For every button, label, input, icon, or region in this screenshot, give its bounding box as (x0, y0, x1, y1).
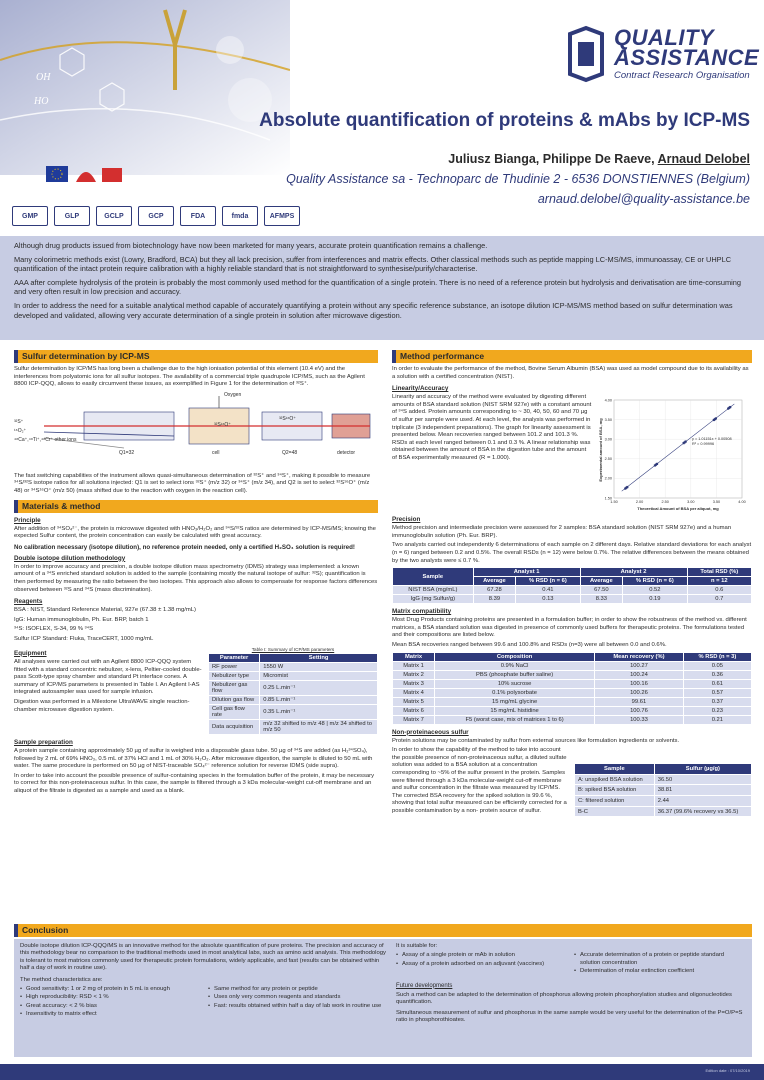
gcp-logo-icon: GCP (138, 206, 174, 226)
subheading-reagents: Reagents (14, 598, 43, 606)
table-cell: 0.61 (683, 679, 751, 688)
fmda-logo-icon: fmda (222, 206, 258, 226)
principle-text: After addition of ³⁴SO₄²⁻, the protein is microwave digested with HNO₃/H₂O₂ and ³⁴S/³²S ratios are determined by ICP-MS/MS; knowing the expected Sulfur content, the protein concentration can easily be calculated with great accuracy. (14, 525, 376, 540)
gclp-logo-icon: GCLP (96, 206, 132, 226)
matrix-text: Most Drug Products containing proteins are presented in a formulation buffer; in order to show the robustness of the method vs. different matrices, a BSA standard solution was digested in presence of commonly used buffers for therapeutic proteins. The formulations tested and their compositions are listed below. (392, 617, 747, 639)
table-cell: 100.26 (595, 688, 684, 697)
logo-mark-icon (562, 24, 612, 84)
poster-title: Absolute quantification of proteins & mAbs by ICP-MS (259, 110, 750, 131)
author-2: Philippe De Raeve, (542, 152, 655, 166)
table-cell: 2.44 (654, 796, 751, 807)
subheading-precision: Precision (392, 516, 421, 524)
table-row (575, 785, 752, 796)
so48-label: ³²S¹⁶O⁺ (279, 415, 296, 422)
nonprot-text: In order to show the capability of the method to take into account the possible presence of non-proteinaceous sulfur, a diluted sulfate solution was added to a BSA solution at a concentration corresponding to ~5% of the sulfur present in the protein. Samples were filtered through a 3 kDa molecular-weight cut-off membrane and sulfur concentration in the filtrate was measured by ICP/MS. The corrected BSA recovery for the spiked solution is 99.6 %, showing that total sulfur measured can be efficiently corrected for a possible contamination by a non- protein source of sulfur. (392, 747, 567, 814)
x-tick-label: 2.00 (635, 500, 644, 505)
table-cell: PBS (phosphate buffer saline) (435, 670, 595, 679)
author-1: Juliusz Bianga, (448, 152, 540, 166)
linearity-text: Linearity and accuracy of the method were evaluated by digesting different amounts of BSA standard solution (NIST SRM 927e) with a constant amount of ³⁴S added. Protein amounts corresponding to ~ 30, 40, 50, 60 and 70 µg of sulfur per sample were used. At each level, the analysis was performed in triplicate (3 independent preparations). The graph for linearity assessment is presented below. Mean recoveries ranged between 101.2 and 101.3 %. RSDs at each level ranged between 0.1 and 0.3 %. A linear relationship was obtained between the amount of BSA in the digestion tube and the amount of BSA experimentally measured (R = 1.000). (392, 394, 592, 461)
list-item: • High reproducibility: RSD < 1 % (20, 994, 202, 1001)
table-header: Parameter (209, 654, 260, 663)
plot-area (614, 400, 742, 498)
y-tick-label: 2.00 (604, 476, 612, 481)
table-row (393, 697, 752, 706)
glp-logo-icon: GLP (54, 206, 90, 226)
q1-label: Q1=32 (119, 449, 135, 456)
left-column (14, 350, 378, 798)
matrix-table: Matrix Composition Mean recovery (%) % RSD (n = 3) Matrix 1 0.9% NaCl 100.27 0.05 Matrix 2 PBS (phosphate buffer saline) 100.24 0.36 Matrix 3 10% sucrose 100.16 0.61 Matrix 4 0.1% polysorbate 100.26 0.57 Matrix 5 15 mg/mL glycine 99.61 0.37 Matrix 6 15 mg/mL histidine 100.76 0.23 Matrix 7 F5 (worst case, mix of matrices 1 to 6) 100.33 0.21 (392, 652, 752, 725)
gmp-logo-icon: GMP (12, 206, 48, 226)
affiliation: Quality Assistance sa - Technoparc de Thudinie 2 - 6536 DONSTIENNES (Belgium) (286, 172, 750, 186)
reagent-item: BSA : NIST, Standard Reference Material, 927e (67.38 ± 1.38 mg/mL) (14, 607, 197, 614)
contact-email: arnaud.delobel@quality-assistance.be (537, 192, 750, 206)
table-cell: Matrix 3 (393, 679, 435, 688)
poster-header (0, 0, 764, 234)
linearity-chart (596, 394, 746, 512)
principle-highlight: No calibration necessary (isotope dilution), no reference protein needed, only a certified H₂SO₄ solution is required! (14, 543, 355, 551)
svg-text:OH: OH (36, 72, 51, 83)
table-cell: 38.81 (654, 785, 751, 796)
detector-label: detector (337, 449, 356, 456)
subheading-future: Future developments (396, 982, 453, 989)
characteristics-head: The method characteristics are: (20, 976, 103, 983)
table-row (575, 774, 752, 785)
nonprot-text: Protein solutions may be contaminated by sulfur from external sources like formulation ingredients or solvents. (392, 737, 680, 744)
svg-text:HO: HO (34, 96, 49, 107)
so-ion-label: ³²S¹⁶O⁺ (214, 421, 231, 428)
table-row: Dilution gas flow 0.85 L.min⁻¹ (209, 696, 378, 705)
ion-label: ¹⁶O₂⁺ (14, 427, 27, 434)
list-item: • Fast: results obtained within half a day of lab work in routine use (208, 1003, 390, 1010)
table-cell: B-C (575, 806, 655, 817)
table-row (393, 706, 752, 715)
prep-text: A protein sample containing approximately 50 µg of sulfur is weighed into a disposable glass tube. 50 µg of ³⁴S are added (as H₂³⁴SO₄), followed by 2 mL of 69% HNO₃, 0.5 mL of 37% HCl and 1 mL of 30% H₂O₂. After microwave digestion, the sample is diluted to 50 mL with water. The same procedure is performed on 50 µg of NIST-traceable SO₄²⁻ reference solution for reverse IDMS (side supra). (14, 748, 373, 770)
conclusion-text: Double isotope dilution ICP-QQQ/MS is an innovative method for the absolute quantification of pure proteins. The precision and accuracy of this methodology bear no comparison to the traditional methods used in most analytical labs, such as amino acid analysis. This methodology is tolerant to most matrices commonly used for therapeutic protein formulations, widely applicable, and fast (results can be obtained within half a day of work in routine use). (20, 943, 386, 972)
y-tick-label: 4.00 (604, 398, 612, 403)
x-tick-label: 1.50 (610, 500, 618, 505)
table-row: Nebulizer gas flow 0.25 L.min⁻¹ (209, 681, 378, 696)
intro-paragraph: AAA after complete hydrolysis of the protein is probably the most commonly used method for the quantification of a single protein. There is no need of a reference protein but hydrolysis and derivatisation are time-consuming and very often result in low precision and accuracy. (14, 277, 742, 297)
section-header-sulfur: Sulfur determination by ICP-MS (14, 350, 378, 363)
cell-label: cell (212, 449, 220, 456)
reagent-item: ³⁴S: ISOFLEX, S-34, 99 % ³⁴S (14, 626, 94, 633)
table-cell: 99.61 (595, 697, 684, 706)
future-text: Such a method can be adapted to the determination of phosphorus allowing protein phosphorylation studies and oligonucleotides quantification. (396, 992, 732, 1006)
x-tick-label: 2.50 (661, 500, 669, 505)
company-logo (562, 24, 762, 94)
subheading-nonprot: Non-proteinaceous sulfur (392, 728, 469, 736)
table-cell: C: filtered solution (575, 796, 655, 807)
subheading-equipment: Equipment (14, 649, 47, 657)
section-header-materials: Materials & method (14, 500, 378, 513)
list-item: • Uses only very common reagents and standards (208, 994, 390, 1001)
table-cell: 0.1% polysorbate (435, 688, 595, 697)
table-cell: Matrix 6 (393, 706, 435, 715)
y-axis-label: Experimental amount of BSA, mg (598, 418, 603, 482)
table-cell: Matrix 2 (393, 670, 435, 679)
x-axis-label: Theoretical Amount of BSA per aliquot, mg (637, 506, 719, 512)
prep-text: In order to take into account the possible presence of sulfur-containing species in the formulation buffer of the protein, it may be necessary to correct for this non-proteinaceous sulfur. In this case, the sample is filtered through a 3 kDa molecular-weight cut-off membrane and an aliquot of the filtrate is digested as a sample and used as a blank. (14, 772, 375, 795)
x-tick-label: 4.00 (738, 500, 746, 505)
table-cell: 0.05 (683, 661, 751, 670)
matrix-text: Mean BSA recoveries ranged between 99.6 and 100.8% and RSDs (n=3) were all between 0.0 and 0.6%. (392, 641, 667, 648)
table-caption: Table I: Summary of ICP/MS parameters (251, 646, 335, 652)
future-text: Simultaneous measurement of sulfur and phosphorus in the same sample would be very useful for the determination of the P=O/P=S ratio in phosphorothioates. (396, 1009, 743, 1024)
table-cell: 100.24 (595, 670, 684, 679)
characteristics-list (20, 986, 202, 1020)
intro-paragraph: In order to address the need for a suitable analytical method capable of accurately quantifying a protein without any specific reference substance, an isotope dilution ICP-MS/MS method based on sulfur determination was developed and validated, allowing very accurate determination of a single protein in solution after microwave digestion. (14, 300, 733, 320)
subheading-principle: Principle (14, 516, 41, 524)
y-tick-label: 3.00 (604, 437, 612, 442)
table-cell: 100.16 (595, 679, 684, 688)
table-row: Data acquisition m/z 32 shifted to m/z 48 | m/z 34 shifted to m/z 50 (209, 720, 378, 735)
list-item: • Good sensitivity: 1 or 2 mg of protein in 5 mL is enough (20, 986, 202, 993)
suitable-list (396, 952, 568, 976)
table-cell: Matrix 7 (393, 715, 435, 724)
equipment-text: Digestion was performed in a Milestone UltraWAVE single reaction-chamber microwave digestion system. (14, 699, 190, 713)
table-cell: 100.76 (595, 706, 684, 715)
x-tick-label: 3.50 (712, 500, 721, 505)
table-row (393, 679, 752, 688)
table-row (393, 715, 752, 724)
suitable-head: It is suitable for: (396, 943, 438, 949)
section-header-conclusion: Conclusion (14, 924, 752, 937)
nonprot-table: Sample Sulfur (µg/g) A: unspiked BSA solution 36.50 B: spiked BSA solution 38.81 C: filtered solution 2.44 B-C 36.37 (99.6% recovery vs 36.5) (574, 763, 752, 817)
table-cell: 0.21 (683, 715, 751, 724)
list-item: • Assay of a protein adsorbed on an adjuvant (vaccines) (396, 961, 568, 968)
introduction-band (0, 236, 764, 340)
icp-parameters-table (208, 653, 378, 735)
icp-qqq-diagram (14, 392, 378, 470)
precision-table: Sample Analyst 1 Analyst 2 Total RSD (%) Average % RSD (n = 6) Average % RSD (n = 6) n = 12 NIST BSA (mg/mL) 67.28 0.41 67.50 0.52 0.6 IgG (mg Sulfur/g) 8.39 0.13 8.33 0.19 0.7 (392, 567, 752, 604)
y-tick-label: 1.50 (604, 496, 612, 501)
list-item: • Same method for any protein or peptide (208, 986, 390, 993)
logo-subtitle: Contract Research Organisation (614, 70, 750, 81)
table-cell: 36.37 (99.6% recovery vs 36.5) (654, 806, 751, 817)
suitable-list (574, 952, 746, 976)
author-3: Arnaud Delobel (657, 152, 750, 166)
logo-name: QUALITY ASSISTANCE (614, 25, 760, 70)
sulfur-paragraph: Sulfur determination by ICP/MS has long been a challenge due to the high ionisation potential of this element (10.4 eV) and the interferences from polyatomic ions for all sulfur isotopes. The availability of a commercial triple quadrupole ICP/MS, such as the Agilent 8800 ICP-QQQ, allows to easily circumvent these issues, as exemplified in Figure 1 for the determination of ³²S⁺. (14, 366, 365, 388)
precision-text: Method precision and intermediate precision were assessed for 2 samples: BSA standard solution (NIST SRM 927e) and a human immunoglobulin solution (Ph. Eur. BRP). (392, 525, 732, 539)
intro-paragraph: Many colorimetric methods exist (Lowry, Bradford, BCA) but they all lack precision, suffer from interferences and matrix effects. Other classical methods such as peptide mapping LC-MS/MS, immunoassay, CE or UHPLC quantification of the intact protein require calibration with a highly reliable standard that is not straightforward to synthesise/purify/characterise. (14, 254, 732, 274)
molecule-background-art (0, 0, 290, 175)
table-cell: Matrix 4 (393, 688, 435, 697)
performance-intro: In order to evaluate the performance of the method, Bovine Serum Albumin (BSA) was used as model compound due to its availability as a solution with a certified concentration (NIST). (392, 366, 749, 380)
reagent-item: Sulfur ICP Standard: Fluka, TraceCERT, 1000 mg/mL (14, 635, 154, 642)
footer-reference: Edition date : 07/10/2019 (705, 1068, 750, 1073)
table-cell: 100.27 (595, 661, 684, 670)
x-tick-label: 3.00 (687, 500, 695, 505)
reagent-item: IgG: Human immunoglobulin, Ph. Eur. BRP, batch 1 (14, 616, 149, 623)
table-cell: 0.9% NaCl (435, 661, 595, 670)
ion-label: ⁴⁸Ca⁺,⁴⁸Ti⁺,⁴⁸Cr⁺ other ions (14, 436, 77, 443)
list-item: • Determination of molar extinction coefficient (574, 968, 746, 975)
table-cell: 0.23 (683, 706, 751, 715)
table-cell: 0.57 (683, 688, 751, 697)
table-cell: Matrix 5 (393, 697, 435, 706)
subheading-sample-prep: Sample preparation (14, 739, 73, 747)
q2-label: Q2=48 (282, 449, 298, 456)
regression-r2: R² = 0.99996 (692, 442, 715, 447)
table-row: Nebulizer type Micromist (209, 672, 378, 681)
table-cell: 36.50 (654, 774, 751, 785)
table-cell: 0.36 (683, 670, 751, 679)
table-row: Cell gas flow rate 0.35 L.min⁻¹ (209, 705, 378, 720)
section-header-performance: Method performance (392, 350, 752, 363)
idms-text: In order to improve accuracy and precision, a double isotope dilution mass spectrometry (IDMS) strategy was implemented: a known amount of a ³⁴S enriched standard solution is added to the sample (containing mostly the natural isotope of sulfur: ³²S); quantification is then performed by measuring the ratio between the two isotopes. This approach also allows to compensate for response factors differences observed between ³²S and ³⁴S (mass discrimination). (14, 563, 378, 593)
table-cell: 15 mg/mL glycine (435, 697, 595, 706)
equipment-text: All analyses were carried out with an Agilent 8800 ICP-QQQ system fitted with a standard concentric nebulizer, x-lens, Peltier-cooled double-pass Scott-type spray chamber and standard Pt interface cones. A summary of ICP/MS parameters is presented in Table I. An Agilent I-AS integrated autosampler was used for sample infusion. (14, 659, 202, 696)
intro-paragraph: Although drug products issued from biotechnology have now been marketed for many years, accurate protein quantification remains a challenge. (14, 241, 488, 250)
ion-label: ³²S⁺ (14, 418, 24, 425)
table-row (393, 688, 752, 697)
list-item: • Assay of a single protein or mAb in solution (396, 952, 568, 959)
subheading-linearity: Linearity/Accuracy (392, 385, 449, 393)
table-cell: 10% sucrose (435, 679, 595, 688)
right-column (392, 350, 752, 817)
certification-logos (12, 206, 300, 226)
table-row (393, 661, 752, 670)
precision-text: Two analysts carried out independently 6 determinations of each sample on 2 different days. Relative standard deviations for each analyst (n = 6) ranged between 0.2 and 0.5%. The overall RSDs (n = 12) were below 0.7%. The relative differences between the means obtained by the two analysts were ≤ 0.7 %. (392, 542, 752, 564)
list-item: • Insensitivity to matrix effect (20, 1011, 202, 1018)
list-item: • Great accuracy: < 2 % bias (20, 1003, 202, 1010)
icp-schematic-icon (14, 392, 378, 470)
table-cell: 15 mg/mL histidine (435, 706, 595, 715)
table-cell: A: unspiked BSA solution (575, 774, 655, 785)
sulfur-paragraph: The fast switching capabilities of the instrument allows quasi-simultaneous determination of ³²S⁺ and ³⁴S⁺, making it possible to measure ³⁴S/³²S isotope ratios for all solutions injected: Q1 is set to select ions ³²S⁺ (m/z 32) or ³⁴S⁺ (m/z 34), and Q2 is set to select ³²S¹⁶O⁺ (m/z 48) or ³⁴S¹⁶O⁺ (m/z 50) (mass shifted due to the reaction with oxygen in the reaction cell). (14, 472, 371, 494)
subheading-idms: Double isotope dilution methodology (14, 554, 126, 562)
afmps-logo-icon: AFMPS (264, 206, 300, 226)
authors (448, 152, 750, 166)
regression-equation: y = 1.01151x + 0.00508 (692, 437, 732, 442)
table-cell: 100.33 (595, 715, 684, 724)
table-row: NIST BSA (mg/mL) 67.28 0.41 67.50 0.52 0.6 (393, 586, 752, 595)
y-tick-label: 2.50 (604, 457, 612, 462)
oxygen-label: Oxygen (224, 391, 242, 398)
table-cell: Matrix 1 (393, 661, 435, 670)
characteristics-list (208, 986, 390, 1020)
subheading-matrix: Matrix compatibility (392, 608, 452, 616)
table-cell: 0.37 (683, 697, 751, 706)
table-header: Setting (260, 654, 378, 663)
list-item: • Accurate determination of a protein or peptide standard solution concentration (574, 952, 746, 967)
y-tick-label: 3.50 (604, 418, 612, 423)
equipment-block (14, 646, 378, 736)
table-row (393, 670, 752, 679)
table-cell: B: spiked BSA solution (575, 785, 655, 796)
fda-logo-icon: FDA (180, 206, 216, 226)
conclusion-band (14, 939, 752, 1057)
footer-bar (0, 1064, 764, 1080)
funding-logos-icon (46, 162, 126, 192)
table-cell: F5 (worst case, mix of matrices 1 to 6) (435, 715, 595, 724)
table-row (575, 806, 752, 817)
table-row (575, 796, 752, 807)
table-row: RF power 1550 W (209, 663, 378, 672)
table-row: IgG (mg Sulfur/g) 8.39 0.13 8.33 0.19 0.7 (393, 595, 752, 604)
